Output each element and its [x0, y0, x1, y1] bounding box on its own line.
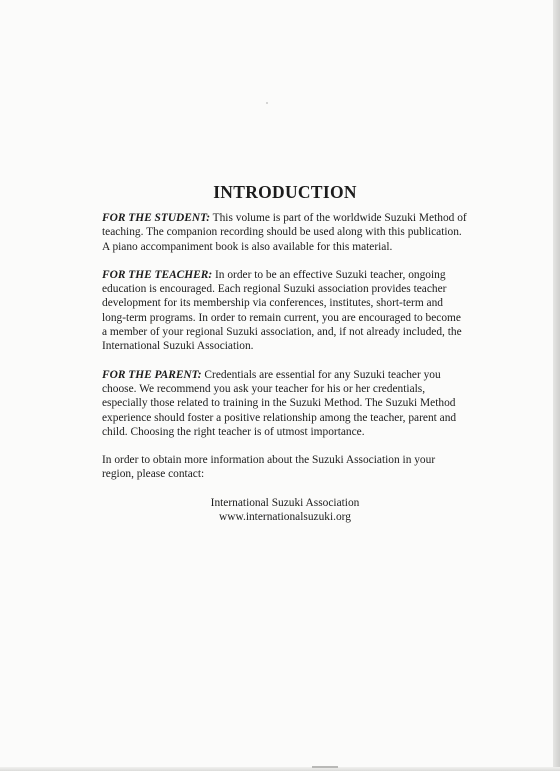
- parent-paragraph: [102, 368, 468, 439]
- teacher-text: In order to be an effective Suzuki teacher, ongoing education is encouraged. Each regional Suzuki association provides teacher development for its membership via conferences, institutes, short-term and long-term programs. In order to remain current, you are encouraged to become a member of your regional Suzuki association, and, if not already included, the International Suzuki Association.: [102, 268, 462, 353]
- teacher-lead: FOR THE TEACHER:: [102, 268, 213, 281]
- student-paragraph: [102, 211, 468, 254]
- introduction-section: [102, 182, 468, 524]
- page-bottom-edge: [0, 767, 560, 771]
- association-website: www.internationalsuzuki.org: [219, 511, 351, 524]
- parent-text: Credentials are essential for any Suzuki teacher you choose. We recommend you ask your teacher for his or her credentials, especially those related to training in the Suzuki Method. The Suzuki Method experience should foster a positive relationship among the teacher, parent and child. Choosing the right teacher is of utmost importance.: [102, 368, 457, 438]
- page-bottom-mark: [312, 766, 338, 768]
- page-edge-shadow: [553, 0, 560, 771]
- parent-lead: FOR THE PARENT:: [102, 368, 202, 381]
- page-title: INTRODUCTION: [213, 182, 357, 202]
- paper-speck: [266, 102, 268, 104]
- student-text: This volume is part of the worldwide Suzuki Method of teaching. The companion recording should be used along with this publication. A piano accompaniment book is also available for this material.: [102, 212, 467, 253]
- student-lead: FOR THE STUDENT:: [102, 212, 211, 224]
- closing-paragraph: In order to obtain more information about the Suzuki Association in your region, please contact:: [102, 454, 436, 481]
- teacher-paragraph: [102, 268, 468, 354]
- contact-block: [102, 496, 468, 525]
- association-name: International Suzuki Association: [210, 496, 360, 509]
